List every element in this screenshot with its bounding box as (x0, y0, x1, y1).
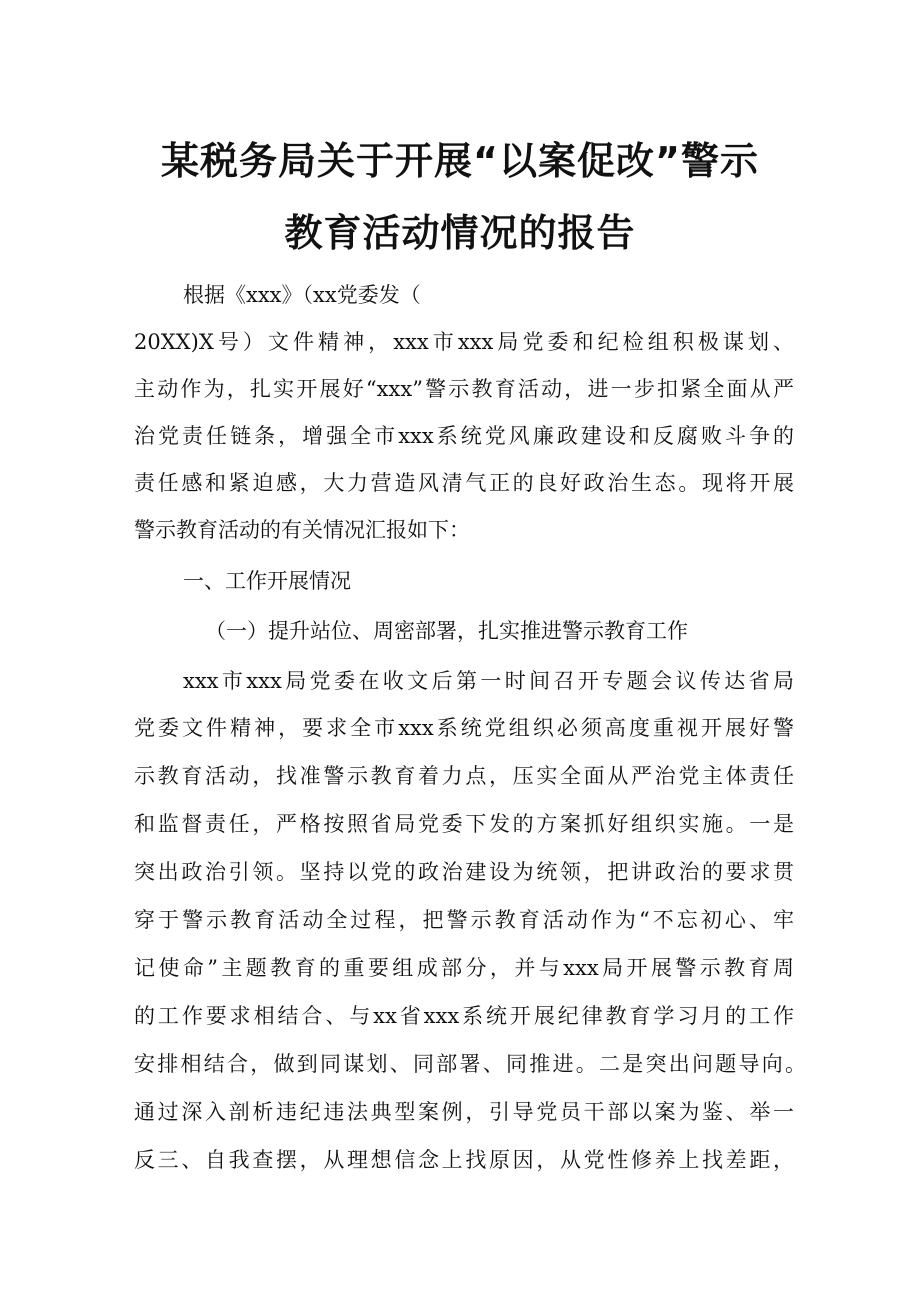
body-line: 穿于警示教育活动全过程，把警示教育活动作为“不忘初心、牢 (134, 908, 794, 932)
body-line: 反三、自我查摆，从理想信念上找原因，从党性修养上找差距， (134, 1148, 794, 1172)
section-heading: 一、工作开展情况 (183, 569, 351, 593)
body-line: 通过深入剖析违纪违法典型案例，引导党员干部以案为鉴、举一 (134, 1100, 794, 1124)
report-title-line-2: 教育活动情况的报告 (284, 211, 636, 255)
body-line: 根据《xxx》（xx党委发（ (183, 283, 421, 307)
body-line: 责任感和紧迫感，大力营造风清气正的良好政治生态。现将开展 (134, 471, 794, 495)
body-line: 党委文件精神，要求全市xxx系统党组织必须高度重视开展好警 (134, 716, 794, 740)
report-title-line-1: 某税务局关于开展“以案促改”警示 (161, 139, 759, 183)
body-line: 和监督责任，严格按照省局党委下发的方案抓好组织实施。一是 (134, 812, 794, 836)
body-line: 治党责任链条，增强全市xxx系统党风廉政建设和反腐败斗争的 (134, 424, 794, 448)
body-line: 20XX)X号）文件精神，xxx市xxx局党委和纪检组积极谋划、 (134, 330, 794, 354)
body-line: 突出政治引领。坚持以党的政治建设为统领，把讲政治的要求贯 (134, 860, 794, 884)
body-line: 主动作为，扎实开展好“xxx”警示教育活动，进一步扣紧全面从严 (134, 377, 794, 401)
body-line: 的工作要求相结合、与xx省xxx系统开展纪律教育学习月的工作 (134, 1004, 794, 1028)
body-line: 示教育活动，找准警示教育着力点，压实全面从严治党主体责任 (134, 764, 794, 788)
body-line: xxx市xxx局党委在收文后第一时间召开专题会议传达省局 (183, 669, 794, 693)
body-line: 记使命”主题教育的重要组成部分，并与xxx局开展警示教育周 (134, 956, 794, 980)
body-line: 警示教育活动的有关情况汇报如下： (134, 518, 470, 542)
subsection-heading: （一）提升站位、周密部署，扎实推进警示教育工作 (205, 619, 688, 643)
body-line: 安排相结合，做到同谋划、同部署、同推进。二是突出问题导向。 (134, 1052, 806, 1076)
